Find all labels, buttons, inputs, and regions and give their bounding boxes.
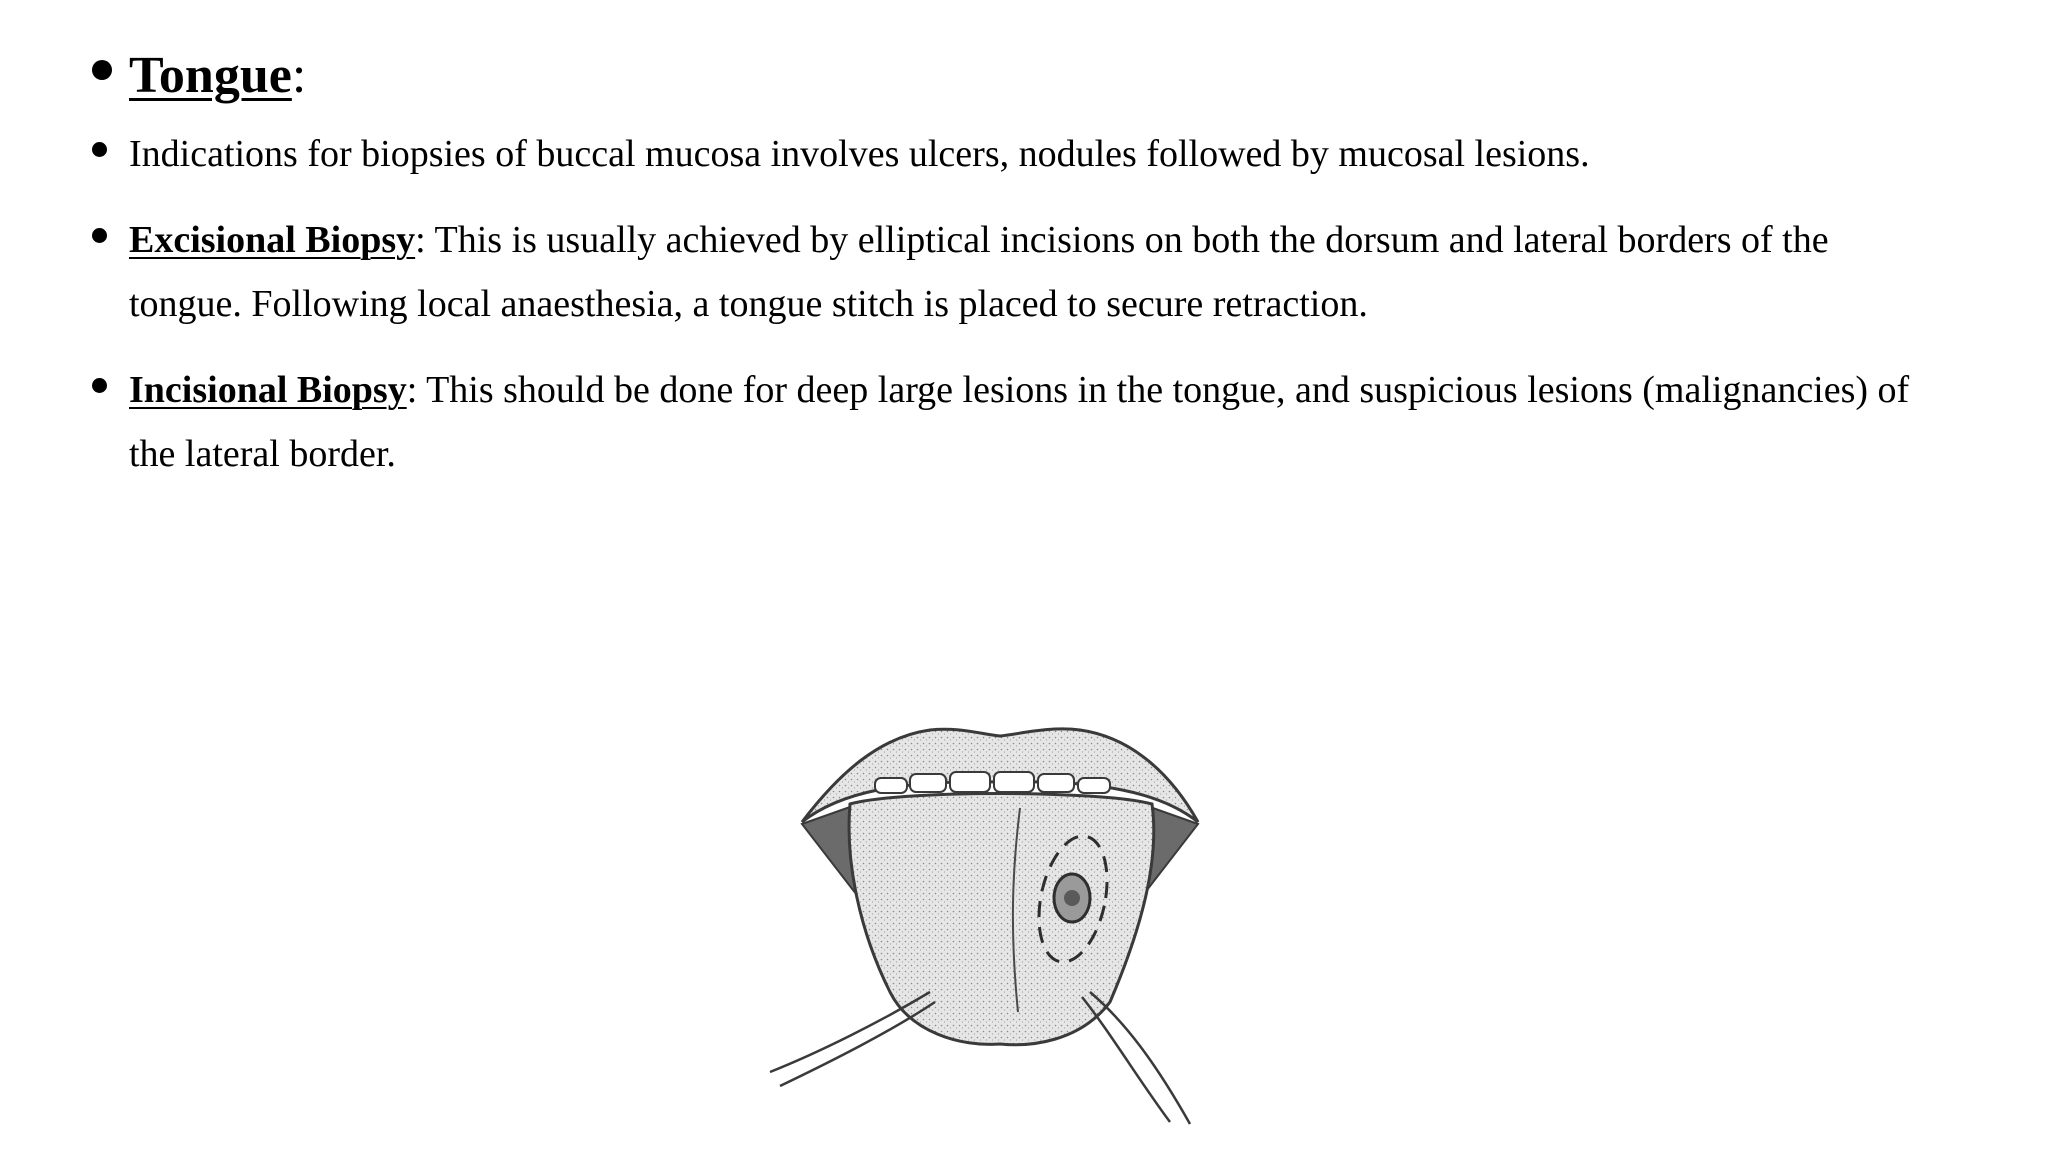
bullet-icon — [92, 228, 107, 243]
bullet-text: Indications for biopsies of buccal mucosa involves ulcers, nodules followed by mucosal lesions. — [129, 133, 1590, 175]
bullet-term: Excisional Biopsy — [129, 219, 416, 261]
bullet-incisional-biopsy — [88, 358, 1928, 486]
bullet-excisional-biopsy — [88, 208, 1928, 336]
tongue-body — [849, 794, 1154, 1045]
right-suture-thread — [1082, 997, 1170, 1122]
section-heading: Tongue — [129, 47, 292, 104]
bullet-indications — [88, 122, 1928, 186]
bullet-text: : This should be done for deep large lesions in the tongue, and suspicious lesions (malignancies) of the lateral border. — [129, 369, 1910, 475]
bullet-list — [88, 40, 1928, 508]
lesion-core — [1064, 890, 1080, 906]
tongue-biopsy-illustration — [760, 712, 1260, 1152]
section-heading-item — [88, 40, 1928, 112]
bullet-icon — [92, 378, 107, 393]
right-suture-thread-2 — [1090, 992, 1190, 1124]
heading-colon: : — [291, 47, 307, 104]
bullet-term: Incisional Biopsy — [129, 369, 407, 411]
bullet-icon — [92, 60, 112, 80]
bullet-text: : This is usually achieved by elliptical incisions on both the dorsum and lateral borders of the tongue. Following local anaesthesia, a tongue stitch is placed to secure retraction. — [129, 219, 1829, 325]
bullet-icon — [92, 142, 107, 157]
